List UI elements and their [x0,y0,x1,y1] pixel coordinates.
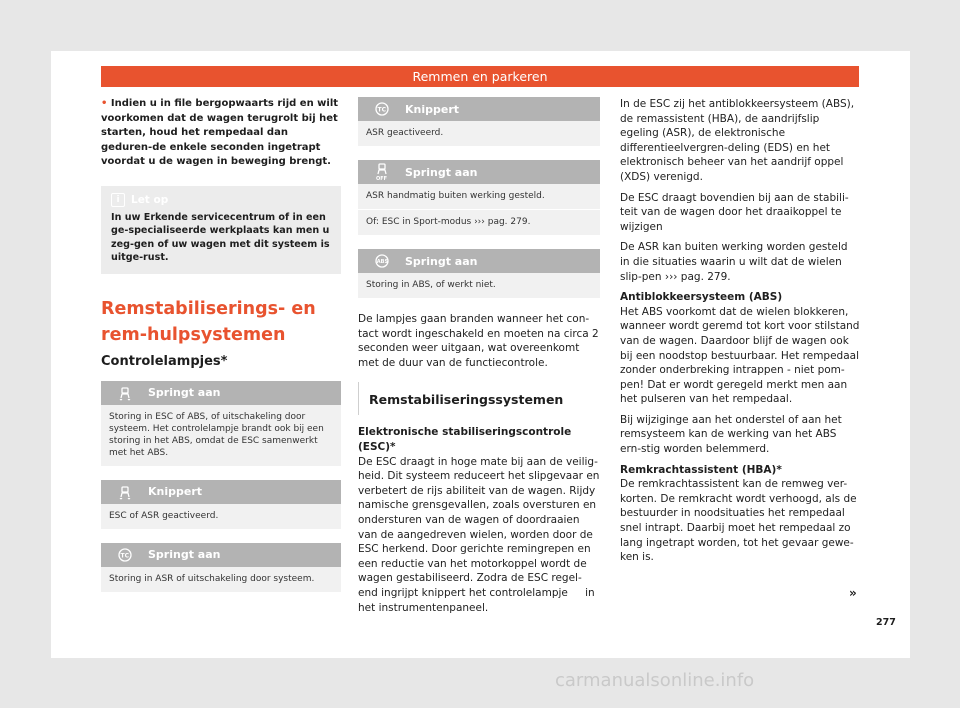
page-number: 277 [876,617,896,628]
lamp-title: Knippert [405,102,460,116]
column-left [101,97,341,606]
svg-text:OFF: OFF [375,176,387,181]
tc-icon [358,101,405,117]
warning-lamp-entry [101,381,341,466]
lamp-header [358,97,600,121]
lamp-title: Springt aan [148,548,221,561]
hba-heading: Remkrachtassistent (HBA)* [620,463,782,476]
lamp-title: Springt aan [405,165,478,179]
asr-text: De ASR kan buiten werking worden gesteld in die situaties waarin u wilt dat de wielen slip-pen ››› pag. 279. [620,241,848,283]
esc-stability-text: De ESC draagt bovendien bij aan de stabili-teit van de wagen door het draaikoppel te wijzigen [620,191,849,233]
lamp-description: ESC of ASR geactiveerd. [101,504,341,529]
note-body: In uw Erkende servicecentrum of in een ge-specialiseerde werkplaats kan men u zeg-gen of uw wagen met dit systeem is uitge-rust. [111,211,330,263]
lamp-list-middle [358,97,600,298]
intro-text: Indien u in file bergopwaarts rijd en wilt voorkomen dat de wagen terugrolt bij het starten, houd het rempedaal dan geduren-de enkele seconden ingetrapt voordat u de wagen in beweging brengt. [101,98,339,167]
note-box [101,186,341,274]
subheading: Controlelampjes* [101,353,228,369]
esc-text: De ESC draagt in hoge mate bij aan de veilig-heid. Dit systeem reduceert het slipgevaar en verbetert de rijs abiliteit van de wagen. Rijdy namische grensgevallen, zoals oversturen en ondersturen van de wagen of doordraaien van de aangedreven wielen, worden door de ESC herkend. Door gerichte remingrepen en een reductie van het motorkoppel wordt de wagen gestabiliseerd. Zodra de ESC regel-end ingrijpt knippert het controlelampje in het instrumentenpaneel. [358,455,600,614]
warning-lamp-entry [358,249,600,298]
svg-text:ABS: ABS [376,259,388,265]
esc-heading: Elektronische stabiliseringscontrole (ESC)* [358,426,572,453]
abs-heading: Antiblokkeersysteem (ABS) [620,291,783,304]
page-header: Remmen en parkeren [101,66,859,87]
lamp-header [101,381,341,405]
lamp-description: Of: ESC in Sport-modus ››› pag. 279. [358,209,600,235]
lamp-description: Storing in ASR of uitschakeling door systeem. [101,567,341,592]
abs-icon [358,253,405,269]
lamp-description: ASR handmatig buiten werking gesteld. [358,184,600,209]
svg-text:TC: TC [377,106,386,114]
warning-lamp-entry [101,543,341,592]
intro-paragraph [101,97,341,170]
warning-lamp-entry [358,160,600,235]
svg-text:TC: TC [120,552,129,559]
lamp-header [358,249,600,273]
section-title: Remstabiliseringssystemen [358,382,600,415]
warning-lamp-entry [101,480,341,529]
lamp-description: Storing in ABS, of werkt niet. [358,273,600,298]
abs-text-2: Bij wijzigingе aan het onderstel of aan het remsysteem kan de werking van het ABS ern-stig worden belemmerd. [620,413,842,456]
esc-icon [101,385,148,401]
column-middle [358,97,600,621]
note-title [111,193,331,207]
bullet-icon: • [101,98,108,109]
lamp-list-left [101,381,341,592]
continue-icon: » [849,586,857,600]
tc-icon [101,547,148,563]
lamp-header [101,543,341,567]
lamp-description: ASR geactiveerd. [358,121,600,146]
lamp-header [358,160,600,184]
hba-text: De remkrachtassistent kan de remweg ver-korten. De remkracht wordt verhoogd, als de bestuurder in noodsituaties het rempedaal snel intrapt. Daarbij moet het rempedaal zo lang ingetrapt worden, tot het gevaar gewe-ken is. [620,478,857,564]
section-heading: Remstabiliserings- en rem-hulpsystemen [101,298,316,345]
esc-off-icon [358,163,405,181]
watermark: carmanualsonline.info [555,670,755,691]
esc-components-text: In de ESC zij het antiblokkeersysteem (ABS), de remassistent (HBA), de aandrijfslip egeling (ASR), de elektronische differentieelvergren-deling (EDS) en het elektronisch beheer van het aandrijf oppel (XDS) verenigd. [620,98,855,183]
lamp-title: Springt aan [148,386,221,399]
lamp-description: Storing in ESC of ABS, of uitschakeling door systeem. Het controlelampje brandt ook bij een storing in het ABS, omdat de ESC samenwerkt met het ABS. [101,405,341,466]
lamp-paragraph: De lampjes gaan branden wanneer het con-tact wordt ingeschakeld en moeten na circa 2 seconden weer uitgaan, wat overeenkomt met de duur van de functiecontrole. [358,313,599,369]
note-title-text: Let op [131,193,169,206]
abs-text-1: Het ABS voorkomt dat de wielen blokkeren, wanneer wordt geremd tot kort voor stilstand van de wagen. Daardoor blijf de wagen ook bij een noodstop bestuurbaar. Het rempedaal zonder onderbreking intrappen - niet pom-pen! Dat er wordt geregeld merkt men aan het pulseren van het rempedaal. [620,305,860,406]
esc-icon [101,484,148,500]
lamp-title: Springt aan [405,254,478,268]
lamp-title: Knippert [148,485,203,498]
lamp-header [101,480,341,504]
warning-lamp-entry [358,97,600,146]
column-right [620,97,860,571]
info-icon: i [111,193,125,207]
